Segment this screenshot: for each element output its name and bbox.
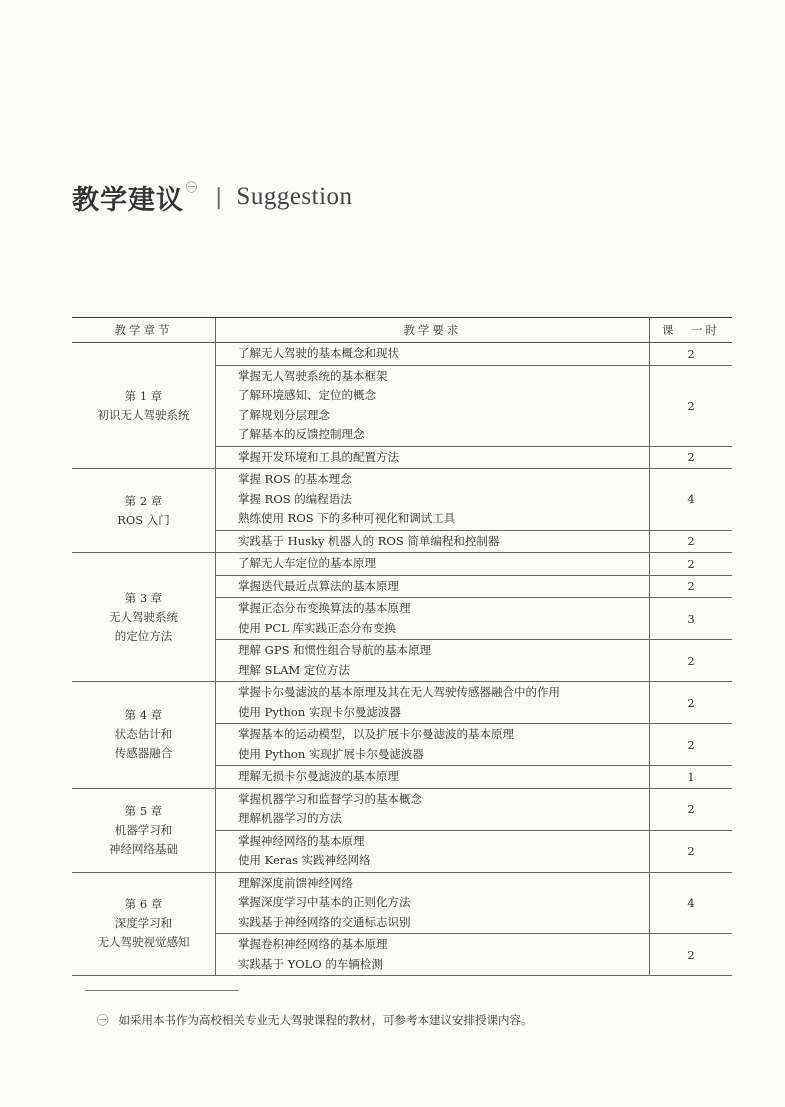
page-title: 教学建议 bbox=[72, 184, 184, 216]
requirement-line: 理解无损卡尔曼滤波的基本原理 bbox=[238, 769, 399, 783]
chapter-name-line: 第 3 章 bbox=[124, 590, 163, 605]
table-row bbox=[72, 872, 732, 934]
chapter-name-line: 第 6 章 bbox=[124, 897, 163, 912]
requirement-line: 使用 Keras 实践神经网络 bbox=[238, 853, 371, 867]
hours-cell: 2 bbox=[650, 724, 733, 766]
requirement-line: 使用 Python 实现扩展卡尔曼滤波器 bbox=[238, 746, 424, 761]
requirement-line: 实践基于 YOLO 的车辆检测 bbox=[238, 956, 383, 971]
requirement-line: 理解 GPS 和惯性组合导航的基本原理 bbox=[238, 643, 432, 657]
requirement-line: 掌握卷积神经网络的基本原理 bbox=[238, 937, 388, 951]
chapter-name-line: 初识无人驾驶系统 bbox=[97, 407, 190, 422]
requirement-line: 掌握深度学习中基本的正则化方法 bbox=[238, 895, 411, 909]
requirement-line: 了解无人驾驶的基本概念和现状 bbox=[238, 346, 399, 360]
chapter-cell bbox=[72, 553, 216, 682]
chapter-cell bbox=[72, 872, 216, 976]
requirement-line: 了解基本的反馈控制理念 bbox=[238, 427, 365, 441]
hours-cell: 4 bbox=[650, 872, 733, 934]
header-requirements: 教学要求 bbox=[216, 318, 650, 343]
requirement-line: 理解 SLAM 定位方法 bbox=[238, 662, 350, 677]
requirement-line: 掌握正态分布变换算法的基本原理 bbox=[238, 601, 411, 615]
requirement-line: 掌握无人驾驶系统的基本框架 bbox=[238, 368, 388, 383]
chapter-name-line: 机器学习和 bbox=[114, 822, 173, 837]
requirements-cell bbox=[216, 640, 650, 682]
footnote bbox=[97, 1012, 533, 1028]
requirement-line: 熟练使用 ROS 下的多种可视化和调试工具 bbox=[238, 511, 456, 525]
requirement-line: 掌握机器学习和监督学习的基本概念 bbox=[238, 791, 422, 806]
header-chapter: 教学章节 bbox=[72, 318, 216, 343]
chapter-name-line: ROS 入门 bbox=[117, 512, 170, 527]
hours-cell: 2 bbox=[650, 530, 733, 553]
chapter-name-line: 神经网络基础 bbox=[109, 841, 178, 856]
footnote-marker-bottom: ㊀ bbox=[97, 1013, 109, 1027]
table-header-row bbox=[72, 318, 732, 343]
chapter-name-line: 的定位方法 bbox=[114, 628, 173, 643]
requirements-cell bbox=[216, 469, 650, 531]
requirements-cell bbox=[216, 575, 650, 598]
footnote-text: 如采用本书作为高校相关专业无人驾驶课程的教材，可参考本建议安排授课内容。 bbox=[118, 1013, 533, 1027]
chapter-name-line: 第 5 章 bbox=[124, 803, 163, 818]
requirements-cell bbox=[216, 343, 650, 366]
chapter-cell bbox=[72, 343, 216, 469]
table-row bbox=[72, 788, 732, 830]
page-title-english: Suggestion bbox=[236, 183, 353, 210]
footnote-marker: ㊀ bbox=[186, 181, 197, 194]
requirements-cell bbox=[216, 553, 650, 576]
requirement-line: 了解环境感知、定位的概念 bbox=[238, 388, 376, 402]
table-row bbox=[72, 682, 732, 724]
requirements-cell bbox=[216, 598, 650, 640]
header-hours: 课 一时 bbox=[650, 318, 733, 343]
requirements-cell bbox=[216, 530, 650, 553]
requirements-cell bbox=[216, 872, 650, 934]
requirement-line: 了解规划分层理念 bbox=[238, 407, 330, 422]
requirements-cell bbox=[216, 934, 650, 976]
hours-cell: 2 bbox=[650, 575, 733, 598]
requirement-line: 理解机器学习的方法 bbox=[238, 811, 342, 825]
hours-cell: 2 bbox=[650, 640, 733, 682]
page-heading bbox=[72, 175, 353, 219]
chapter-name-line: 深度学习和 bbox=[114, 916, 173, 931]
footnote-rule bbox=[85, 990, 239, 991]
requirement-line: 掌握基本的运动模型，以及扩展卡尔曼滤波的基本原理 bbox=[238, 727, 514, 741]
requirements-cell bbox=[216, 766, 650, 789]
requirement-line: 掌握神经网络的基本原理 bbox=[238, 833, 365, 848]
chapter-name-line: 无人驾驶系统 bbox=[109, 609, 178, 624]
chapter-name-line: 传感器融合 bbox=[114, 746, 173, 761]
hours-cell: 2 bbox=[650, 365, 733, 446]
requirement-line: 掌握开发环境和工具的配置方法 bbox=[238, 449, 399, 464]
table-row bbox=[72, 343, 732, 366]
title-separator: | bbox=[215, 184, 223, 210]
chapter-name-line: 状态估计和 bbox=[114, 727, 173, 742]
requirement-line: 掌握 ROS 的编程语法 bbox=[238, 491, 352, 506]
requirement-line: 实践基于 Husky 机器人的 ROS 简单编程和控制器 bbox=[238, 533, 500, 548]
requirement-line: 掌握卡尔曼滤波的基本原理及其在无人驾驶传感器融合中的作用 bbox=[238, 685, 560, 699]
chapter-name-line: 第 4 章 bbox=[124, 708, 163, 723]
requirements-cell bbox=[216, 446, 650, 469]
hours-cell: 2 bbox=[650, 553, 733, 576]
chapter-cell bbox=[72, 682, 216, 789]
hours-cell: 2 bbox=[650, 682, 733, 724]
chapter-cell bbox=[72, 469, 216, 553]
requirements-cell bbox=[216, 724, 650, 766]
requirement-line: 掌握迭代最近点算法的基本原理 bbox=[238, 578, 399, 593]
hours-cell: 2 bbox=[650, 788, 733, 830]
requirement-line: 了解无人车定位的基本原理 bbox=[238, 556, 376, 570]
requirement-line: 使用 Python 实现卡尔曼滤波器 bbox=[238, 704, 401, 719]
hours-cell: 2 bbox=[650, 934, 733, 976]
requirement-line: 实践基于神经网络的交通标志识别 bbox=[238, 914, 411, 929]
hours-cell: 2 bbox=[650, 343, 733, 366]
chapter-name-line: 第 1 章 bbox=[124, 388, 163, 403]
requirement-line: 使用 PCL 库实践正态分布变换 bbox=[238, 620, 396, 635]
chapter-name-line: 第 2 章 bbox=[124, 493, 163, 508]
hours-cell: 2 bbox=[650, 446, 733, 469]
hours-cell: 4 bbox=[650, 469, 733, 531]
hours-cell: 2 bbox=[650, 830, 733, 872]
table-row bbox=[72, 469, 732, 531]
table-row bbox=[72, 553, 732, 576]
requirements-cell bbox=[216, 788, 650, 830]
hours-cell: 1 bbox=[650, 766, 733, 789]
requirement-line: 掌握 ROS 的基本理念 bbox=[238, 472, 352, 486]
chapter-name-line: 无人驾驶视觉感知 bbox=[97, 935, 190, 950]
hours-cell: 3 bbox=[650, 598, 733, 640]
requirements-cell bbox=[216, 365, 650, 446]
requirement-line: 理解深度前馈神经网络 bbox=[238, 875, 353, 890]
requirements-cell bbox=[216, 830, 650, 872]
chapter-cell bbox=[72, 788, 216, 872]
teaching-plan-table bbox=[72, 317, 732, 976]
requirements-cell bbox=[216, 682, 650, 724]
